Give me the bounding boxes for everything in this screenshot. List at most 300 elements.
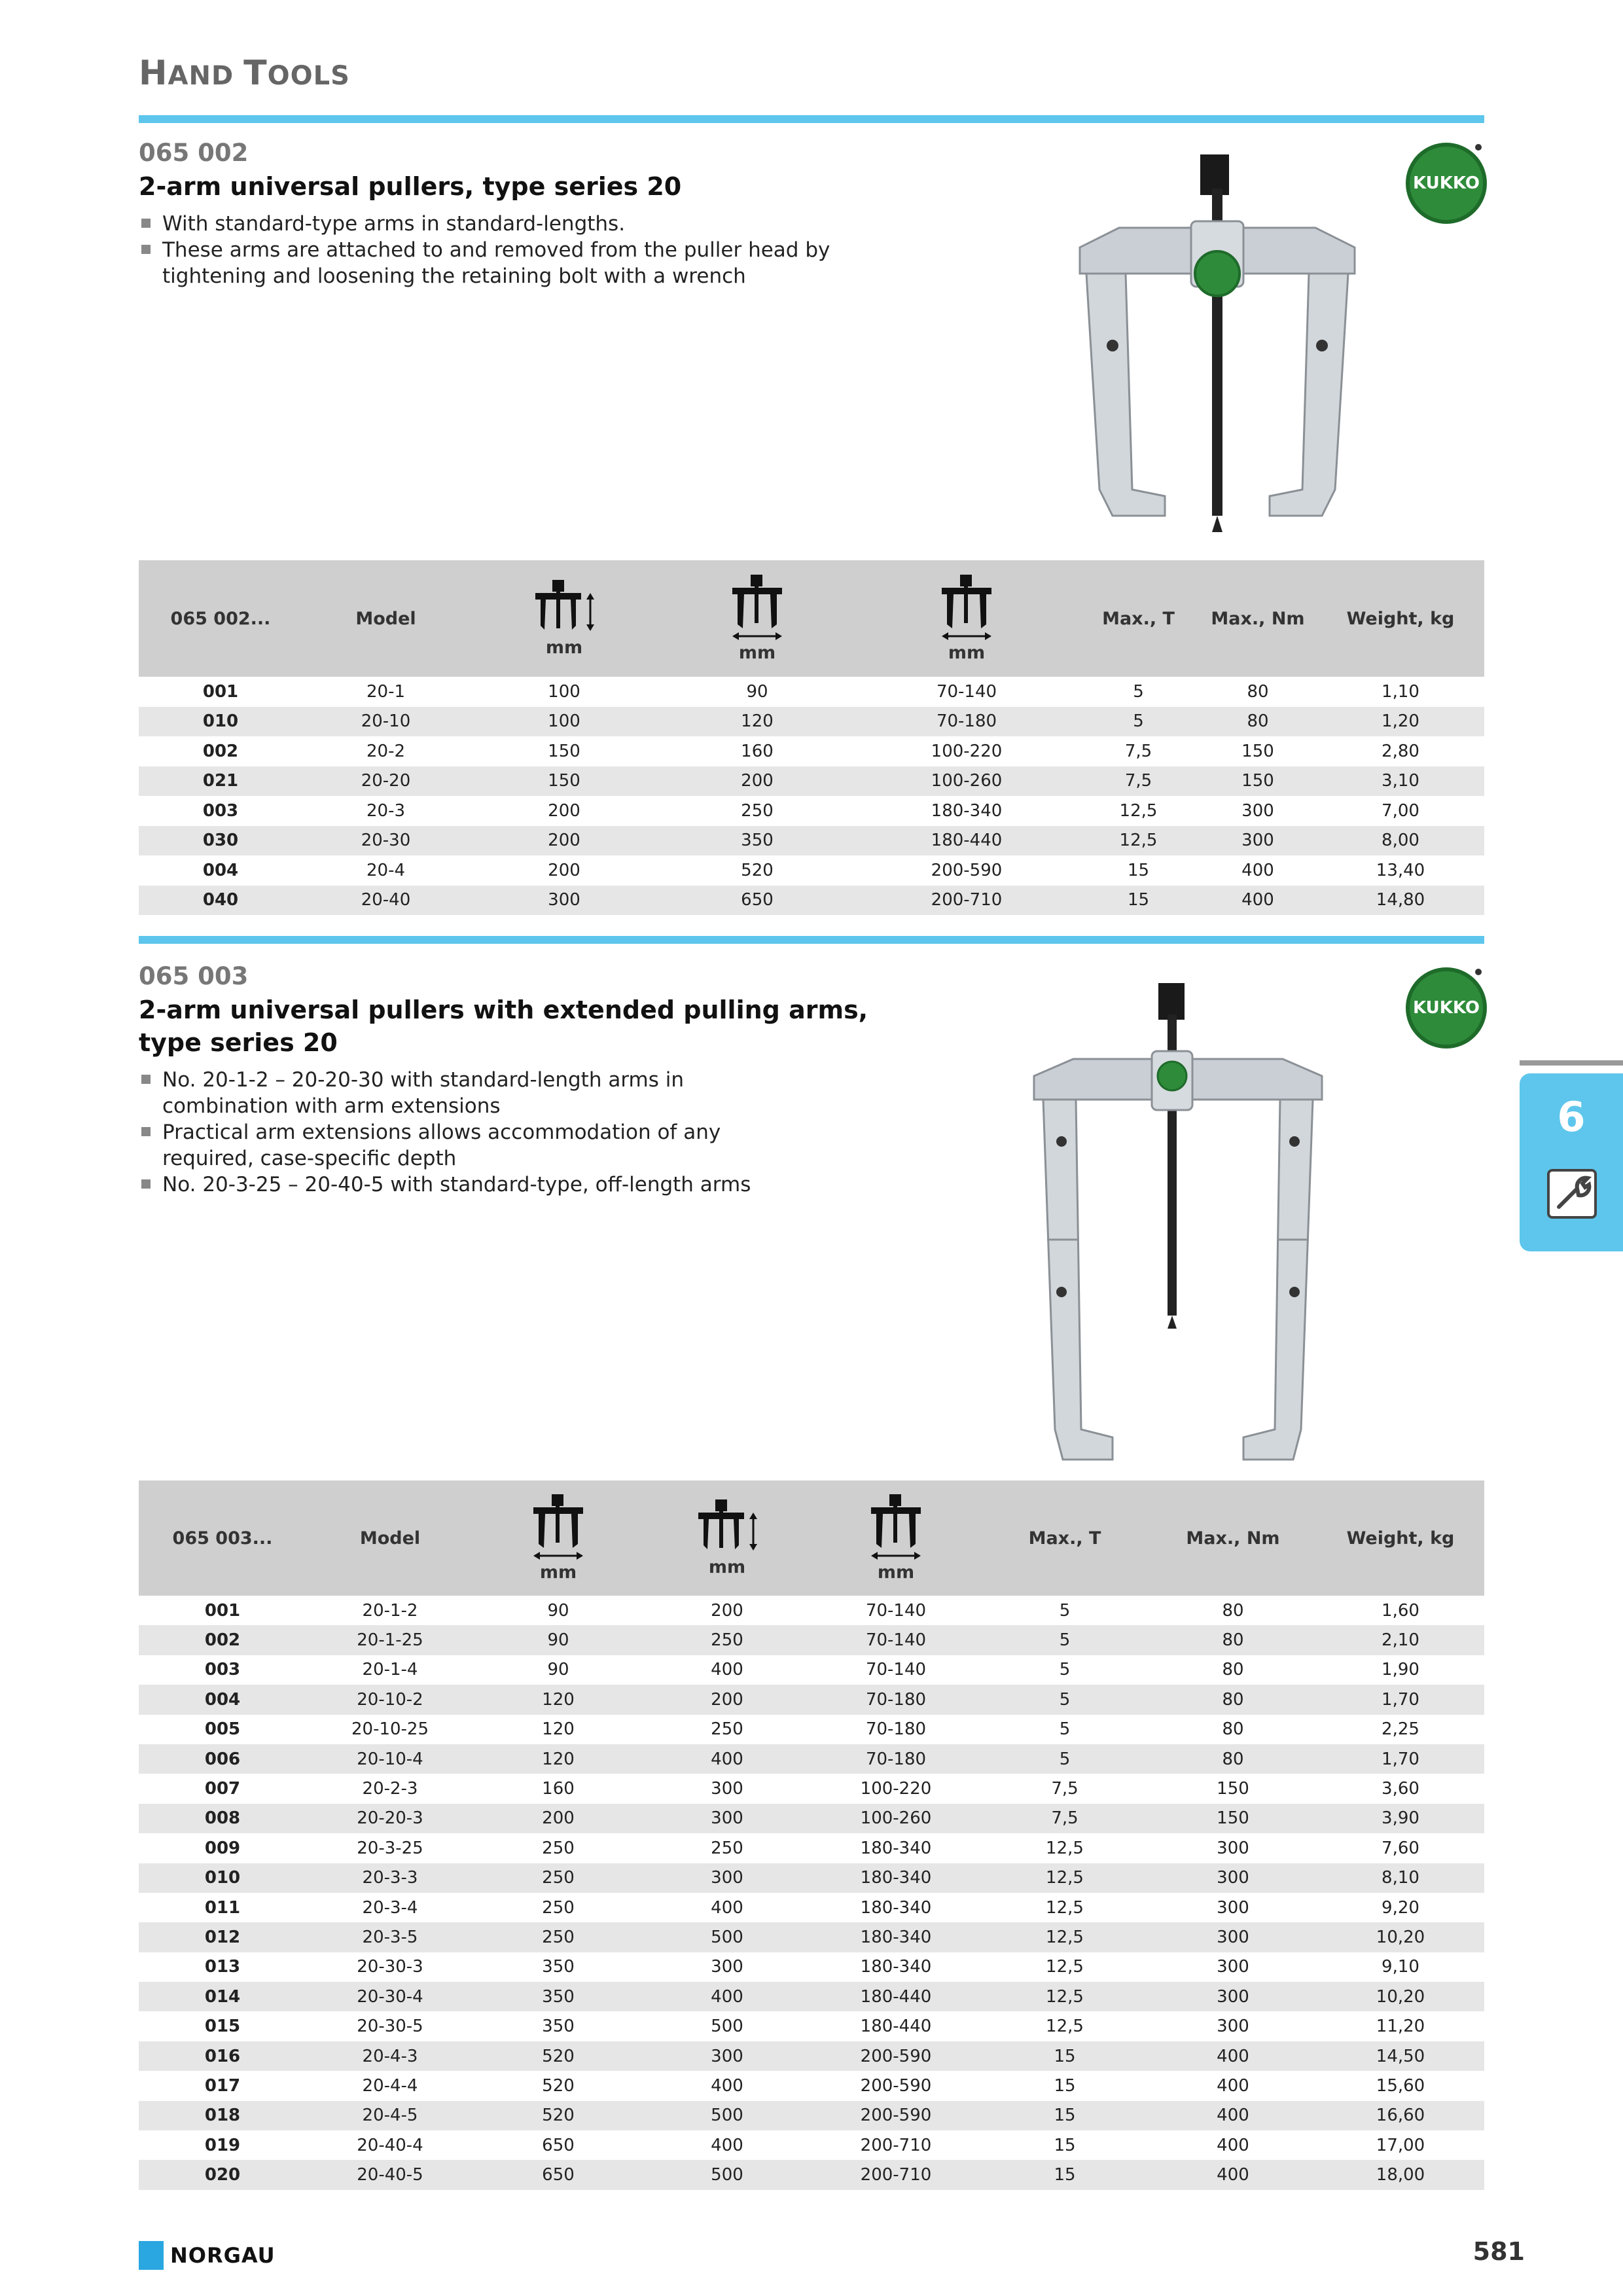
table-cell: 20-40-5 xyxy=(357,2165,423,2185)
feature-item: Practical arm extensions allows accommodation of any required, case-specific depth xyxy=(139,1119,793,1172)
table-cell: 90 xyxy=(547,1630,569,1651)
table-cell: 010 xyxy=(202,711,239,732)
table-cell: 150 xyxy=(1241,741,1274,761)
col-header-max-t: Max., T xyxy=(1028,1528,1101,1549)
table-cell: 5 xyxy=(1133,711,1144,732)
table-cell: 180-340 xyxy=(860,1868,932,1888)
table-cell: 400 xyxy=(1217,2135,1249,2155)
table-cell: 300 xyxy=(1217,1838,1249,1858)
table-cell: 100-220 xyxy=(931,741,1003,761)
table-cell: 400 xyxy=(711,2075,743,2096)
side-tab-divider xyxy=(1520,1060,1623,1066)
table-row xyxy=(139,855,1484,886)
table-cell: 030 xyxy=(202,831,239,851)
brand-logo: KUKKO xyxy=(1406,143,1487,224)
col-header-max-nm: Max., Nm xyxy=(1186,1528,1280,1549)
feature-list xyxy=(139,211,898,289)
brand-square-icon xyxy=(139,2241,164,2270)
table-cell: 5 xyxy=(1059,1689,1071,1710)
table-cell: 17,00 xyxy=(1376,2135,1425,2155)
table-cell: 400 xyxy=(711,1749,743,1769)
table-cell: 20-1-2 xyxy=(362,1600,418,1621)
table-cell: 200 xyxy=(741,771,774,791)
table-cell: 15 xyxy=(1127,890,1150,910)
table-cell: 250 xyxy=(542,1838,575,1858)
table-cell: 20-40 xyxy=(361,890,411,910)
table-cell: 120 xyxy=(542,1689,575,1710)
table-cell: 300 xyxy=(1241,831,1274,851)
table-cell: 1,20 xyxy=(1382,711,1419,732)
feature-item: These arms are attached to and removed from the puller head by tightening and loosening the retaining bolt with a wrench xyxy=(139,237,898,289)
table-cell: 650 xyxy=(741,890,774,910)
table-cell: 250 xyxy=(711,1719,743,1740)
col-header-range: mm xyxy=(855,560,1078,677)
puller-image xyxy=(1067,149,1368,535)
table-cell: 400 xyxy=(1217,2046,1249,2066)
logo-registered-mark xyxy=(1475,969,1482,975)
table-cell: 3,60 xyxy=(1382,1779,1419,1799)
table-cell: 2,80 xyxy=(1382,741,1419,761)
table-cell: 400 xyxy=(1217,2106,1249,2126)
table-row xyxy=(139,1833,1484,1863)
table-cell: 1,90 xyxy=(1382,1660,1419,1680)
table-cell: 70-180 xyxy=(865,1689,927,1710)
table-cell: 400 xyxy=(711,2135,743,2155)
table-cell: 200-710 xyxy=(860,2165,932,2185)
table-cell: 400 xyxy=(711,1660,743,1680)
table-cell: 12,5 xyxy=(1046,1986,1084,2007)
table-cell: 300 xyxy=(1217,1957,1249,1977)
table-row xyxy=(139,1625,1484,1655)
table-row xyxy=(139,707,1484,737)
table-cell: 7,5 xyxy=(1051,1779,1079,1799)
table-cell: 1,60 xyxy=(1382,1600,1419,1621)
table-cell: 009 xyxy=(204,1838,241,1858)
product-code: 065 002 xyxy=(139,139,249,167)
table-cell: 350 xyxy=(542,1957,575,1977)
table-cell: 20-1 xyxy=(366,681,405,702)
col-header-range: mm xyxy=(812,1480,980,1596)
table-row xyxy=(139,1893,1484,1922)
table-cell: 500 xyxy=(711,2017,743,2037)
table-cell: 20-10 xyxy=(361,711,411,732)
table-row xyxy=(139,886,1484,916)
table-cell: 12,5 xyxy=(1046,1897,1084,1918)
table-cell: 10,20 xyxy=(1376,1927,1425,1947)
table-cell: 20-30-5 xyxy=(357,2017,423,2037)
table-cell: 100-220 xyxy=(860,1779,932,1799)
spec-table xyxy=(139,560,1484,915)
table-cell: 20-10-25 xyxy=(351,1719,429,1740)
table-cell: 80 xyxy=(1222,1689,1244,1710)
table-row xyxy=(139,826,1484,856)
table-cell: 90 xyxy=(547,1660,569,1680)
table-cell: 200 xyxy=(542,1808,575,1829)
table-row xyxy=(139,2071,1484,2100)
table-cell: 5 xyxy=(1059,1630,1071,1651)
col-header-max-nm: Max., Nm xyxy=(1211,608,1305,629)
col-header-max-t: Max., T xyxy=(1102,608,1175,629)
table-cell: 5 xyxy=(1059,1719,1071,1740)
col-header-model: Model xyxy=(355,608,416,629)
table-cell: 120 xyxy=(741,711,774,732)
table-cell: 15 xyxy=(1054,2046,1076,2066)
table-cell: 001 xyxy=(202,681,239,702)
table-cell: 013 xyxy=(204,1957,241,1977)
table-row xyxy=(139,2011,1484,2041)
table-cell: 500 xyxy=(711,2165,743,2185)
section-divider xyxy=(139,936,1484,944)
table-cell: 20-40-4 xyxy=(357,2135,423,2155)
table-cell: 20-4 xyxy=(366,860,405,880)
table-row xyxy=(139,1715,1484,1744)
table-row xyxy=(139,2130,1484,2160)
table-cell: 3,10 xyxy=(1382,771,1419,791)
table-cell: 12,5 xyxy=(1119,831,1158,851)
table-row xyxy=(139,1655,1484,1685)
puller-extended-image xyxy=(1021,978,1335,1466)
table-cell: 8,00 xyxy=(1382,831,1419,851)
table-cell: 300 xyxy=(1217,2017,1249,2037)
table-cell: 012 xyxy=(204,1927,241,1947)
table-cell: 300 xyxy=(711,1779,743,1799)
table-cell: 13,40 xyxy=(1376,860,1425,880)
col-header-span: mm xyxy=(659,560,855,677)
table-cell: 20-3-25 xyxy=(357,1838,423,1858)
table-cell: 7,5 xyxy=(1124,741,1152,761)
table-cell: 180-440 xyxy=(931,831,1003,851)
table-cell: 12,5 xyxy=(1119,800,1158,821)
table-cell: 300 xyxy=(1217,1868,1249,1888)
footer-brand-logo: NORGAU xyxy=(139,2241,276,2270)
puller-span-icon xyxy=(524,1494,592,1560)
table-cell: 9,20 xyxy=(1382,1897,1419,1918)
table-cell: 160 xyxy=(741,741,774,761)
table-cell: 3,90 xyxy=(1382,1808,1419,1829)
table-row xyxy=(139,2101,1484,2130)
table-cell: 20-2 xyxy=(366,741,405,761)
table-cell: 90 xyxy=(547,1600,569,1621)
table-cell: 019 xyxy=(204,2135,241,2155)
table-cell: 20-10-2 xyxy=(357,1689,423,1710)
table-cell: 400 xyxy=(1217,2165,1249,2185)
table-cell: 300 xyxy=(1217,1897,1249,1918)
table-cell: 003 xyxy=(204,1660,241,1680)
col-header-weight: Weight, kg xyxy=(1346,608,1455,629)
table-cell: 001 xyxy=(204,1600,241,1621)
table-cell: 200-710 xyxy=(860,2135,932,2155)
table-cell: 100-260 xyxy=(931,771,1003,791)
table-cell: 200-710 xyxy=(931,890,1003,910)
table-cell: 300 xyxy=(1241,800,1274,821)
table-cell: 400 xyxy=(1241,890,1274,910)
table-cell: 20-20-3 xyxy=(357,1808,423,1829)
table-cell: 400 xyxy=(1241,860,1274,880)
table-cell: 5 xyxy=(1133,681,1144,702)
table-cell: 250 xyxy=(741,800,774,821)
table-cell: 250 xyxy=(542,1868,575,1888)
table-cell: 300 xyxy=(1217,1927,1249,1947)
table-cell: 20-1-4 xyxy=(362,1660,418,1680)
table-row xyxy=(139,1744,1484,1774)
table-cell: 100 xyxy=(548,711,580,732)
table-cell: 016 xyxy=(204,2046,241,2066)
table-cell: 007 xyxy=(204,1779,241,1799)
table-cell: 500 xyxy=(711,1927,743,1947)
table-cell: 150 xyxy=(1241,771,1274,791)
table-cell: 90 xyxy=(746,681,768,702)
table-row xyxy=(139,1922,1484,1952)
table-cell: 20-30-4 xyxy=(357,1986,423,2007)
table-cell: 040 xyxy=(202,890,239,910)
table-cell: 14,50 xyxy=(1376,2046,1425,2066)
table-cell: 150 xyxy=(548,771,580,791)
table-cell: 20-10-4 xyxy=(357,1749,423,1769)
table-cell: 250 xyxy=(711,1630,743,1651)
table-row xyxy=(139,796,1484,826)
table-cell: 8,10 xyxy=(1382,1868,1419,1888)
table-row xyxy=(139,766,1484,797)
product-heading: 2-arm universal pullers, type series 20 xyxy=(139,172,682,201)
table-cell: 70-180 xyxy=(865,1719,927,1740)
table-row xyxy=(139,2160,1484,2189)
table-cell: 018 xyxy=(204,2106,241,2126)
table-cell: 003 xyxy=(202,800,239,821)
table-cell: 18,00 xyxy=(1376,2165,1425,2185)
table-cell: 520 xyxy=(542,2106,575,2126)
table-cell: 500 xyxy=(711,2106,743,2126)
table-cell: 002 xyxy=(202,741,239,761)
table-cell: 5 xyxy=(1059,1600,1071,1621)
table-cell: 120 xyxy=(542,1749,575,1769)
table-cell: 15 xyxy=(1127,860,1150,880)
col-header-model: Model xyxy=(359,1528,421,1549)
table-cell: 80 xyxy=(1222,1660,1244,1680)
col-header-depth: mm xyxy=(469,560,659,677)
table-row xyxy=(139,1804,1484,1833)
table-cell: 008 xyxy=(204,1808,241,1829)
page-title: HAND TOOLS xyxy=(139,54,350,93)
table-cell: 20-3-4 xyxy=(362,1897,418,1918)
table-cell: 7,00 xyxy=(1382,800,1419,821)
section-divider xyxy=(139,115,1484,123)
table-cell: 010 xyxy=(204,1868,241,1888)
product-code: 065 003 xyxy=(139,962,249,990)
chapter-number: 6 xyxy=(1557,1093,1586,1141)
table-row xyxy=(139,1596,1484,1625)
puller-range-icon xyxy=(863,1494,929,1560)
table-cell: 80 xyxy=(1222,1600,1244,1621)
table-row xyxy=(139,736,1484,766)
table-cell: 021 xyxy=(202,771,239,791)
table-cell: 7,60 xyxy=(1382,1838,1419,1858)
table-cell: 004 xyxy=(202,860,239,880)
table-cell: 16,60 xyxy=(1376,2106,1425,2126)
table-row xyxy=(139,1774,1484,1803)
table-cell: 1,70 xyxy=(1382,1749,1419,1769)
table-cell: 400 xyxy=(1217,2075,1249,2096)
table-cell: 100-260 xyxy=(860,1808,932,1829)
table-cell: 002 xyxy=(204,1630,241,1651)
table-cell: 70-140 xyxy=(865,1630,927,1651)
table-cell: 300 xyxy=(711,1868,743,1888)
table-cell: 70-180 xyxy=(936,711,997,732)
table-row xyxy=(139,1982,1484,2011)
table-cell: 70-180 xyxy=(865,1749,927,1769)
feature-item: No. 20-3-25 – 20-40-5 with standard-type, off-length arms xyxy=(139,1172,793,1198)
table-cell: 160 xyxy=(542,1779,575,1799)
puller-span-icon xyxy=(724,575,790,640)
table-cell: 100 xyxy=(548,681,580,702)
table-cell: 20-20 xyxy=(361,771,411,791)
table-cell: 180-340 xyxy=(860,1957,932,1977)
table-cell: 200-590 xyxy=(860,2106,932,2126)
table-cell: 200-590 xyxy=(860,2046,932,2066)
table-cell: 520 xyxy=(741,860,774,880)
table-cell: 80 xyxy=(1247,681,1269,702)
table-cell: 300 xyxy=(711,2046,743,2066)
table-cell: 017 xyxy=(204,2075,241,2096)
table-cell: 20-30-3 xyxy=(357,1957,423,1977)
table-cell: 15,60 xyxy=(1376,2075,1425,2096)
table-cell: 12,5 xyxy=(1046,1927,1084,1947)
table-cell: 120 xyxy=(542,1719,575,1740)
table-row xyxy=(139,677,1484,707)
table-cell: 200 xyxy=(711,1600,743,1621)
table-cell: 180-340 xyxy=(860,1838,932,1858)
table-cell: 650 xyxy=(542,2165,575,2185)
table-cell: 80 xyxy=(1222,1719,1244,1740)
table-cell: 20-30 xyxy=(361,831,411,851)
table-cell: 1,70 xyxy=(1382,1689,1419,1710)
table-cell: 004 xyxy=(204,1689,241,1710)
table-cell: 300 xyxy=(711,1957,743,1977)
table-cell: 350 xyxy=(542,2017,575,2037)
table-cell: 400 xyxy=(711,1897,743,1918)
table-cell: 015 xyxy=(204,2017,241,2037)
table-cell: 15 xyxy=(1054,2075,1076,2096)
table-cell: 2,10 xyxy=(1382,1630,1419,1651)
table-cell: 350 xyxy=(741,831,774,851)
feature-list xyxy=(139,1067,793,1198)
table-cell: 11,20 xyxy=(1376,2017,1425,2037)
table-cell: 70-140 xyxy=(936,681,997,702)
page-number: 581 xyxy=(1472,2237,1525,2266)
spec-table xyxy=(139,1480,1484,2190)
table-cell: 15 xyxy=(1054,2106,1076,2126)
col-header-span: mm xyxy=(474,1480,643,1596)
table-cell: 180-440 xyxy=(860,2017,932,2037)
table-cell: 180-440 xyxy=(860,1986,932,2007)
table-cell: 250 xyxy=(542,1927,575,1947)
wrench-icon xyxy=(1547,1169,1597,1219)
table-cell: 011 xyxy=(204,1897,241,1918)
table-cell: 7,5 xyxy=(1124,771,1152,791)
logo-registered-mark xyxy=(1475,144,1482,151)
table-row xyxy=(139,1952,1484,1982)
table-cell: 300 xyxy=(548,890,580,910)
table-cell: 200 xyxy=(548,831,580,851)
chapter-tab[interactable] xyxy=(1520,1073,1623,1251)
table-cell: 180-340 xyxy=(931,800,1003,821)
table-cell: 10,20 xyxy=(1376,1986,1425,2007)
puller-depth-icon xyxy=(530,580,598,635)
table-cell: 12,5 xyxy=(1046,1957,1084,1977)
col-header-depth: mm xyxy=(643,1480,812,1596)
table-cell: 300 xyxy=(1217,1986,1249,2007)
table-cell: 20-4-3 xyxy=(362,2046,418,2066)
table-cell: 020 xyxy=(204,2165,241,2185)
table-cell: 5 xyxy=(1059,1660,1071,1680)
table-cell: 12,5 xyxy=(1046,1868,1084,1888)
table-cell: 150 xyxy=(1217,1808,1249,1829)
table-cell: 20-4-5 xyxy=(362,2106,418,2126)
table-cell: 7,5 xyxy=(1051,1808,1079,1829)
feature-item: No. 20-1-2 – 20-20-30 with standard-length arms in combination with arm extensions xyxy=(139,1067,793,1119)
table-cell: 180-340 xyxy=(860,1927,932,1947)
table-cell: 20-2-3 xyxy=(362,1779,418,1799)
brand-logo: KUKKO xyxy=(1406,967,1487,1049)
puller-range-icon xyxy=(934,575,999,640)
table-cell: 80 xyxy=(1247,711,1269,732)
table-cell: 20-4-4 xyxy=(362,2075,418,2096)
table-cell: 650 xyxy=(542,2135,575,2155)
table-cell: 20-3-5 xyxy=(362,1927,418,1947)
puller-depth-icon xyxy=(693,1499,761,1554)
table-cell: 20-1-25 xyxy=(357,1630,423,1651)
table-cell: 12,5 xyxy=(1046,1838,1084,1858)
col-header-weight: Weight, kg xyxy=(1346,1528,1455,1549)
table-cell: 80 xyxy=(1222,1749,1244,1769)
table-cell: 400 xyxy=(711,1986,743,2007)
table-cell: 200-590 xyxy=(860,2075,932,2096)
table-cell: 150 xyxy=(1217,1779,1249,1799)
table-cell: 005 xyxy=(204,1719,241,1740)
table-cell: 20-3 xyxy=(366,800,405,821)
col-header-code: 065 003... xyxy=(172,1528,273,1549)
table-cell: 350 xyxy=(542,1986,575,2007)
feature-item: With standard-type arms in standard-lengths. xyxy=(139,211,898,237)
table-cell: 014 xyxy=(204,1986,241,2007)
table-cell: 70-140 xyxy=(865,1600,927,1621)
table-cell: 200 xyxy=(548,800,580,821)
table-cell: 14,80 xyxy=(1376,890,1425,910)
table-cell: 006 xyxy=(204,1749,241,1769)
table-cell: 9,10 xyxy=(1382,1957,1419,1977)
table-cell: 300 xyxy=(711,1808,743,1829)
table-row xyxy=(139,1863,1484,1893)
table-cell: 20-3-3 xyxy=(362,1868,418,1888)
table-cell: 70-140 xyxy=(865,1660,927,1680)
col-header-code: 065 002... xyxy=(170,608,271,629)
table-cell: 180-340 xyxy=(860,1897,932,1918)
table-cell: 520 xyxy=(542,2046,575,2066)
table-cell: 200 xyxy=(711,1689,743,1710)
table-cell: 80 xyxy=(1222,1630,1244,1651)
table-cell: 150 xyxy=(548,741,580,761)
product-heading: 2-arm universal pullers with extended pulling arms, type series 20 xyxy=(139,996,868,1057)
table-cell: 200-590 xyxy=(931,860,1003,880)
table-cell: 200 xyxy=(548,860,580,880)
table-cell: 15 xyxy=(1054,2135,1076,2155)
table-cell: 12,5 xyxy=(1046,2017,1084,2037)
table-cell: 1,10 xyxy=(1382,681,1419,702)
table-row xyxy=(139,1685,1484,1714)
table-cell: 520 xyxy=(542,2075,575,2096)
table-cell: 5 xyxy=(1059,1749,1071,1769)
table-cell: 2,25 xyxy=(1382,1719,1419,1740)
table-cell: 15 xyxy=(1054,2165,1076,2185)
